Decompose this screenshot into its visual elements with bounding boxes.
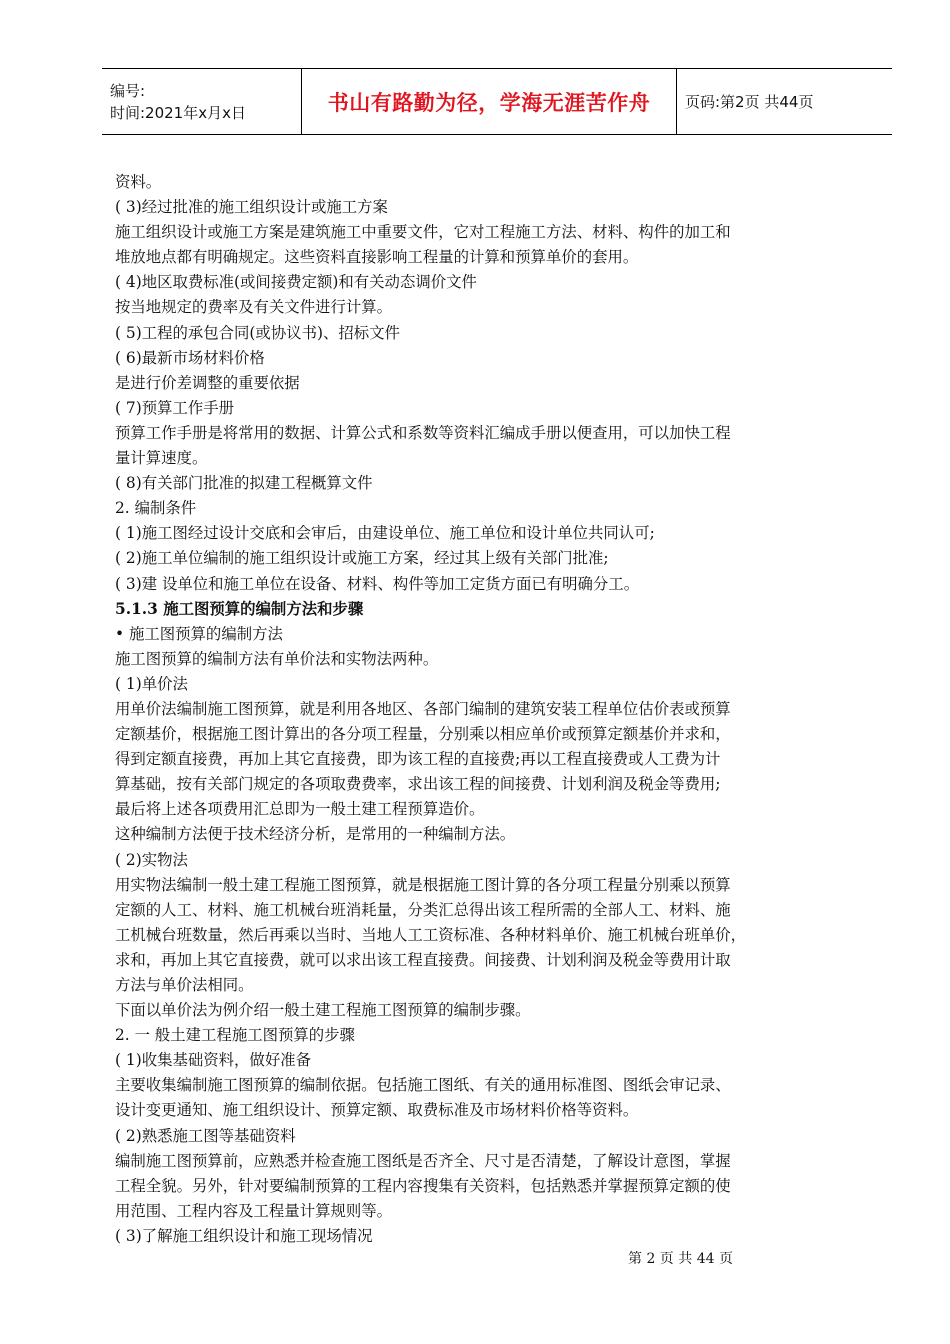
body-line: ( 7)预算工作手册 [115, 398, 235, 417]
header-page-label: 页码:第2页 共44页 [685, 93, 814, 111]
body-line: 5.1.3 施工图预算的编制方法和步骤 [115, 599, 364, 618]
body-line: • 施工图预算的编制方法 [115, 624, 283, 643]
body-line: ( 6)最新市场材料价格 [115, 348, 265, 367]
body-line: 这种编制方法便于技术经济分析，是常用的一种编制方法。 [115, 825, 516, 844]
page-footer: 第 2 页 共 44 页 [628, 1251, 733, 1267]
body-line: 得到定额直接费，再加上其它直接费，即为该工程的直接费;再以工程直接费或人工费为计 [115, 750, 721, 769]
body-line: 用范围、工程内容及工程量计算规则等。 [115, 1201, 393, 1220]
body-line: 方法与单价法相同。 [115, 976, 254, 994]
body-line: 施工图预算的编制方法有单价法和实物法两种。 [115, 649, 439, 668]
body-line: 用单价法编制施工图预算，就是利用各地区、各部门编制的建筑安装工程单位估价表或预算 [115, 699, 731, 718]
body-line: ( 1)收集基础资料，做好准备 [115, 1051, 311, 1070]
body-line: ( 4)地区取费标准(或间接费定额)和有关动态调价文件 [115, 273, 477, 292]
body-line: ( 2)熟悉施工图等基础资料 [115, 1126, 296, 1145]
header-meta [102, 69, 302, 134]
body-line: ( 3)了解施工组织设计和施工现场情况 [115, 1226, 373, 1245]
document-body [115, 170, 890, 1249]
body-line: 按当地规定的费率及有关文件进行计算。 [115, 298, 393, 317]
body-line: 设计变更通知、施工组织设计、预算定额、取费标准及市场材料价格等资料。 [115, 1101, 639, 1120]
body-line: 定额的人工、材料、施工机械台班消耗量，分类汇总得出该工程所需的全部人工、材料、施 [115, 900, 731, 919]
body-line: 施工组织设计或施工方案是建筑施工中重要文件，它对工程施工方法、材料、构件的加工和 [115, 223, 731, 242]
body-line: 量计算速度。 [115, 449, 208, 468]
body-line: ( 1)施工图经过设计交底和会审后，由建设单位、施工单位和设计单位共同认可; [115, 524, 655, 543]
header-motto-cell [302, 69, 677, 134]
body-line: 2. 一 般土建工程施工图预算的步骤 [115, 1026, 355, 1045]
body-line: 堆放地点都有明确规定。这些资料直接影响工程量的计算和预算单价的套用。 [115, 248, 639, 267]
body-line: ( 3)建 设单位和施工单位在设备、材料、构件等加工定货方面已有明确分工。 [115, 574, 640, 593]
body-line: 2. 编制条件 [115, 499, 197, 518]
page-header [102, 68, 892, 135]
body-line: 用实物法编制一般土建工程施工图预算，就是根据施工图计算的各分项工程量分别乘以预算 [115, 875, 731, 894]
body-line: 工程全貌。另外，针对要编制预算的工程内容搜集有关资料，包括熟悉并掌握预算定额的使 [115, 1176, 731, 1195]
body-line: 定额基价，根据施工图计算出的各分项工程量，分别乘以相应单价或预算定额基价并求和， [115, 725, 731, 744]
body-line: 下面以单价法为例介绍一般土建工程施工图预算的编制步骤。 [115, 1001, 531, 1020]
body-line: 是进行价差调整的重要依据 [115, 373, 300, 392]
document-number-label: 编号: [110, 81, 146, 100]
body-line: ( 8)有关部门批准的拟建工程概算文件 [115, 474, 373, 493]
body-line: 资料。 [115, 173, 162, 191]
body-line: 最后将上述各项费用汇总即为一般土建工程预算造价。 [115, 800, 485, 819]
body-line: ( 2)施工单位编制的施工组织设计或施工方案，经过其上级有关部门批准; [115, 549, 609, 568]
document-time-label: 时间:2021年x月x日 [110, 103, 246, 122]
body-line: 主要收集编制施工图预算的编制依据。包括施工图纸、有关的通用标准图、图纸会审记录、 [115, 1076, 731, 1095]
header-motto: 书山有路勤为径，学海无涯苦作舟 [327, 90, 651, 115]
body-line: 求和，再加上其它直接费，就可以求出该工程直接费。间接费、计划利润及税金等费用计取 [115, 950, 731, 969]
body-line: ( 3)经过批准的施工组织设计或施工方案 [115, 198, 388, 217]
body-line: 编制施工图预算前，应熟悉并检查施工图纸是否齐全、尺寸是否清楚，了解设计意图，掌握 [115, 1151, 731, 1170]
body-line: ( 5)工程的承包合同(或协议书)、招标文件 [115, 323, 400, 342]
body-line: 预算工作手册是将常用的数据、计算公式和系数等资料汇编成手册以便查用，可以加快工程 [115, 423, 731, 442]
body-line: 算基础，按有关部门规定的各项取费费率，求出该工程的间接费、计划利润及税金等费用; [115, 775, 721, 794]
header-page-cell [677, 69, 892, 134]
body-line: ( 2)实物法 [115, 850, 188, 869]
body-line: ( 1)单价法 [115, 674, 188, 693]
body-line: 工机械台班数量，然后再乘以当时、当地人工工资标准、各种材料单价、施工机械台班单价， [115, 925, 747, 944]
